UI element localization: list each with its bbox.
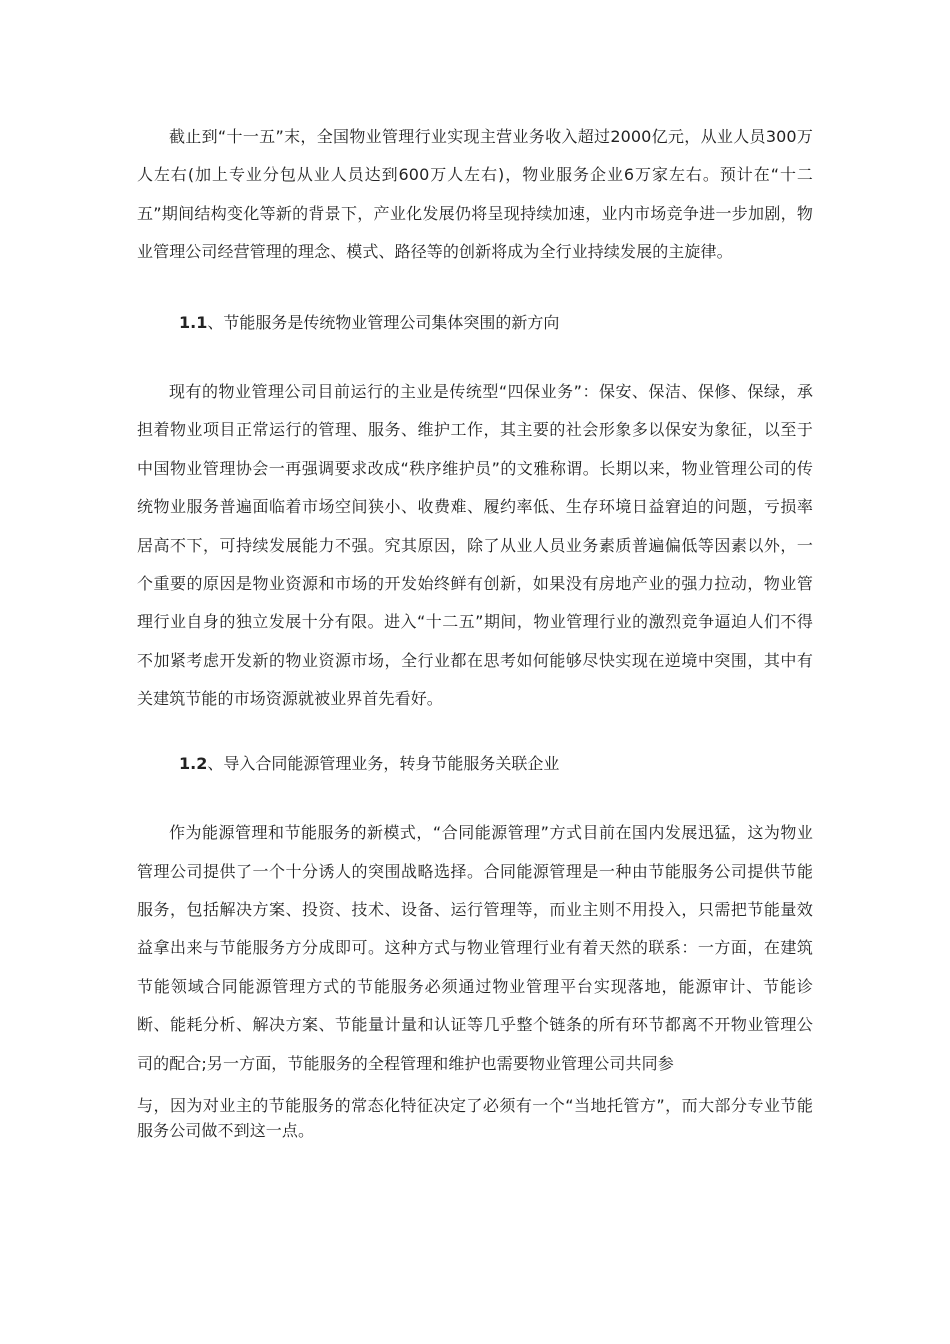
spacer: [137, 783, 813, 814]
section-title: 、导入合同能源管理业务，转身节能服务关联企业: [207, 753, 560, 773]
spacer: [137, 1083, 813, 1093]
spacer: [137, 272, 813, 304]
intro-paragraph: 截止到“十一五”末，全国物业管理行业实现主营业务收入超过2000亿元，从业人员300万人左右(加上专业分包从业人员达到600万人左右)，物业服务企业6万家左右。预计在“十二五”期间结构变化等新的背景下，产业化发展仍将呈现持续加速，业内市场竞争进一步加剧，物业管理公司经营管理的理念、模式、路径等的创新将成为全行业持续发展的主旋律。: [137, 127, 813, 262]
document-body: [137, 118, 813, 1143]
spacer: [137, 719, 813, 745]
section-1-1-paragraph: 现有的物业管理公司目前运行的主业是传统型“四保业务”：保安、保洁、保修、保绿，承担着物业项目正常运行的管理、服务、维护工作，其主要的社会形象多以保安为象征，以至于中国物业管理协会一再强调要求改成“秩序维护员”的文雅称谓。长期以来，物业管理公司的传统物业服务普遍面临着市场空间狭小、收费难、履约率低、生存环境日益窘迫的问题，亏损率居高不下，可持续发展能力不强。究其原因，除了从业人员业务素质普遍偏低等因素以外，一个重要的原因是物业资源和市场的开发始终鲜有创新，如果没有房地产业的强力拉动，物业管理行业自身的独立发展十分有限。进入“十二五”期间，物业管理行业的激烈竞争逼迫人们不得不加紧考虑开发新的物业资源市场，全行业都在思考如何能够尽快实现在逆境中突围，其中有关建筑节能的市场资源就被业界首先看好。: [137, 382, 813, 709]
section-1-2-paragraph: 作为能源管理和节能服务的新模式，“合同能源管理”方式目前在国内发展迅猛，这为物业管理公司提供了一个十分诱人的突围战略选择。合同能源管理是一种由节能服务公司提供节能服务，包括解决方案、投资、技术、设备、运行管理等，而业主则不用投入，只需把节能量效益拿出来与节能服务方分成即可。这种方式与物业管理行业有着天然的联系：一方面，在建筑节能领域合同能源管理方式的节能服务必须通过物业管理平台实现落地，能源审计、节能诊断、能耗分析、解决方案、节能量计量和认证等几乎整个链条的所有环节都离不开物业管理公司的配合;另一方面，节能服务的全程管理和维护也需要物业管理公司共同参: [137, 823, 813, 1073]
spacer: [137, 342, 813, 373]
section-number: 1.1: [179, 312, 208, 332]
continuation-paragraph: 与，因为对业主的节能服务的常态化特征决定了必须有一个“当地托管方”，而大部分专业节能服务公司做不到这一点。: [137, 1095, 813, 1140]
section-heading-1-1: [137, 304, 813, 342]
section-title: 、节能服务是传统物业管理公司集体突围的新方向: [207, 312, 560, 332]
section-number: 1.2: [179, 753, 208, 773]
section-heading-1-2: [137, 745, 813, 783]
